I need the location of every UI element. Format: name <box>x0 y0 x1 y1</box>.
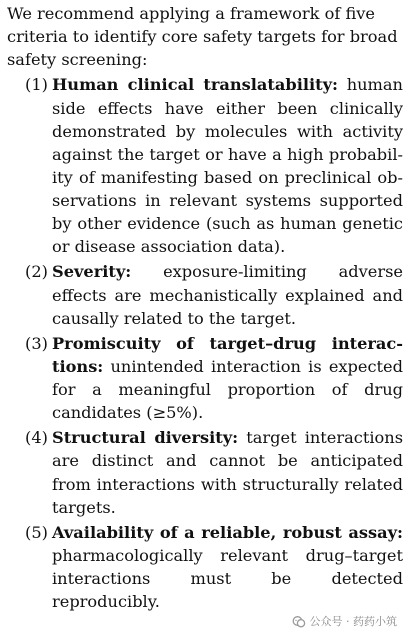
criterion-text: target interactions are distinct and cannot be anticipated from interactions with structurally related targets. <box>52 428 403 517</box>
criterion-number: (3) <box>25 333 48 353</box>
criterion-text: pharmacologically relevant drug–target interactions must be detected reproducibly. <box>52 545 403 612</box>
criterion-term: Availability of a reliable, robust assay: <box>52 522 403 542</box>
criterion-text: human side effects have either been clinically demonstrated by molecules with activity against the target or have a high probability of manifesting based on preclinical observations in relevant systems supported by other evidence (such as human genetic or disease association data). <box>52 75 403 257</box>
criterion-term: Structural diversity: <box>52 428 239 448</box>
criterion-number: (2) <box>25 262 48 282</box>
criterion-number: (1) <box>25 75 48 95</box>
intro-paragraph: We recommend applying a framework of five criteria to identify core safety targets for broad safety screening: <box>7 4 398 70</box>
criterion-item <box>7 426 403 519</box>
watermark <box>290 614 400 630</box>
criterion-number: (4) <box>25 428 48 448</box>
criterion-number: (5) <box>25 522 48 542</box>
watermark-text: 公众号 · 药药小筑 <box>309 615 397 628</box>
criterion-term: Promiscuity of target–drug interactions: <box>52 333 403 376</box>
criterion-item <box>7 73 403 258</box>
criteria-list <box>7 73 403 613</box>
criterion-text: exposure-limiting adverse effects are mechanistically explained and causally related to the target. <box>52 262 403 328</box>
criterion-term: Severity: <box>52 262 132 282</box>
criterion-text: unintended interaction is expected for a meaningful proportion of drug candidates (≥5%). <box>52 356 403 423</box>
criterion-term: Human clinical translatability: <box>52 75 338 95</box>
criterion-item <box>7 332 403 425</box>
criterion-item <box>7 260 403 329</box>
wechat-official-account-icon <box>292 615 306 629</box>
criterion-item <box>7 521 403 614</box>
